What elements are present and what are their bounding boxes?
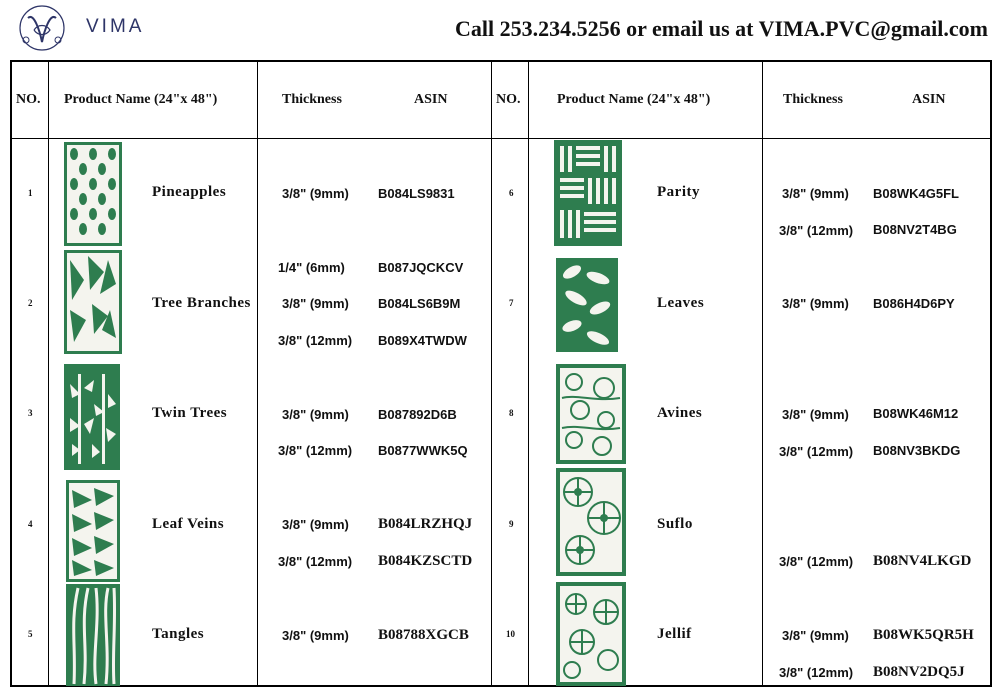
thickness-value: 3/8" (9mm) [782, 407, 849, 422]
thickness-value: 3/8" (12mm) [779, 223, 854, 238]
thickness-value: 3/8" (9mm) [782, 296, 849, 311]
asin-value: B08NV3BKDG [873, 443, 961, 458]
product-number: 2 [28, 298, 33, 308]
product-name: Avines [657, 405, 703, 421]
thickness-value: 3/8" (12mm) [779, 554, 854, 569]
thickness-value: 3/8" (9mm) [282, 186, 349, 201]
product-number: 9 [509, 519, 514, 529]
leaves-panel-icon [556, 258, 618, 357]
product-number: 8 [509, 408, 514, 418]
thickness-value: 3/8" (12mm) [278, 333, 353, 348]
asin-value: B084LS9831 [378, 186, 455, 201]
header-no: NO. [16, 92, 41, 107]
thickness-value: 3/8" (12mm) [278, 443, 353, 458]
product-number: 6 [509, 188, 514, 198]
asin-value: B08WK46M12 [873, 406, 959, 421]
header-product-right: Product Name (24"x 48") [557, 92, 711, 107]
header-product: Product Name (24"x 48") [64, 92, 218, 107]
asin-value: B08WK5QR5H [873, 627, 974, 643]
thickness-value: 3/8" (9mm) [282, 517, 349, 532]
thickness-value: 3/8" (9mm) [282, 407, 349, 422]
header-asin: ASIN [414, 92, 448, 107]
asin-value: B08NV4LKGD [873, 553, 972, 569]
thickness-value: 3/8" (12mm) [779, 665, 854, 680]
product-number: 7 [509, 298, 514, 308]
product-number: 4 [28, 519, 33, 529]
suflo-panel-icon [556, 468, 626, 581]
product-number: 1 [28, 188, 33, 198]
column-divider [762, 62, 763, 685]
product-name: Twin Trees [152, 405, 228, 421]
thickness-value: 3/8" (9mm) [282, 296, 349, 311]
thickness-value: 3/8" (9mm) [282, 628, 349, 643]
thickness-value: 3/8" (12mm) [779, 444, 854, 459]
contact-line: Call 253.234.5256 or email us at VIMA.PVC@gmail.com [455, 16, 988, 41]
column-divider [48, 62, 49, 685]
product-name: Tangles [152, 626, 205, 642]
leaf-veins-panel-icon [66, 480, 120, 587]
asin-value: B086H4D6PY [873, 296, 955, 311]
vima-monogram-icon [16, 2, 68, 54]
brand-name: VIMA [86, 16, 145, 37]
column-divider [528, 62, 529, 685]
page-header [0, 0, 1004, 58]
product-name: Jellif [657, 626, 692, 642]
product-table [10, 60, 992, 687]
asin-value: B08NV2DQ5J [873, 664, 965, 680]
asin-value: B084LRZHQJ [378, 516, 473, 532]
thickness-value: 3/8" (9mm) [782, 628, 849, 643]
pineapples-panel-icon [64, 142, 122, 251]
asin-value: B084KZSCTD [378, 553, 473, 569]
header-no-right: NO. [496, 92, 521, 107]
asin-value: B08788XGCB [378, 627, 469, 643]
asin-value: B087892D6B [378, 407, 457, 422]
product-number: 10 [506, 629, 515, 639]
asin-value: B0877WWK5Q [378, 443, 468, 458]
asin-value: B089X4TWDW [378, 333, 467, 348]
thickness-value: 1/4" (6mm) [278, 260, 345, 275]
thickness-value: 3/8" (12mm) [278, 554, 353, 569]
product-number: 3 [28, 408, 33, 418]
tangles-panel-icon [66, 584, 120, 691]
product-number: 5 [28, 629, 33, 639]
product-name: Leaves [657, 295, 705, 311]
product-name: Parity [657, 184, 700, 200]
product-name: Leaf Veins [152, 516, 225, 532]
avines-panel-icon [556, 364, 626, 469]
asin-value: B084LS6B9M [378, 296, 461, 311]
parity-panel-icon [554, 140, 622, 251]
product-name: Pineapples [152, 184, 227, 200]
header-asin-right: ASIN [912, 92, 946, 107]
jellif-panel-icon [556, 582, 626, 691]
header-thickness-right: Thickness [783, 92, 843, 107]
product-name: Suflo [657, 516, 693, 532]
vima-logo [16, 2, 146, 54]
asin-value: B087JQCKCV [378, 260, 464, 275]
twin-trees-panel-icon [64, 364, 120, 475]
tree-branches-panel-icon [64, 250, 122, 359]
thickness-value: 3/8" (9mm) [782, 186, 849, 201]
column-divider [257, 62, 258, 685]
header-thickness: Thickness [282, 92, 342, 107]
asin-value: B08WK4G5FL [873, 186, 959, 201]
product-name: Tree Branches [152, 295, 251, 311]
column-divider [491, 62, 492, 685]
asin-value: B08NV2T4BG [873, 222, 957, 237]
header-divider [12, 138, 990, 139]
